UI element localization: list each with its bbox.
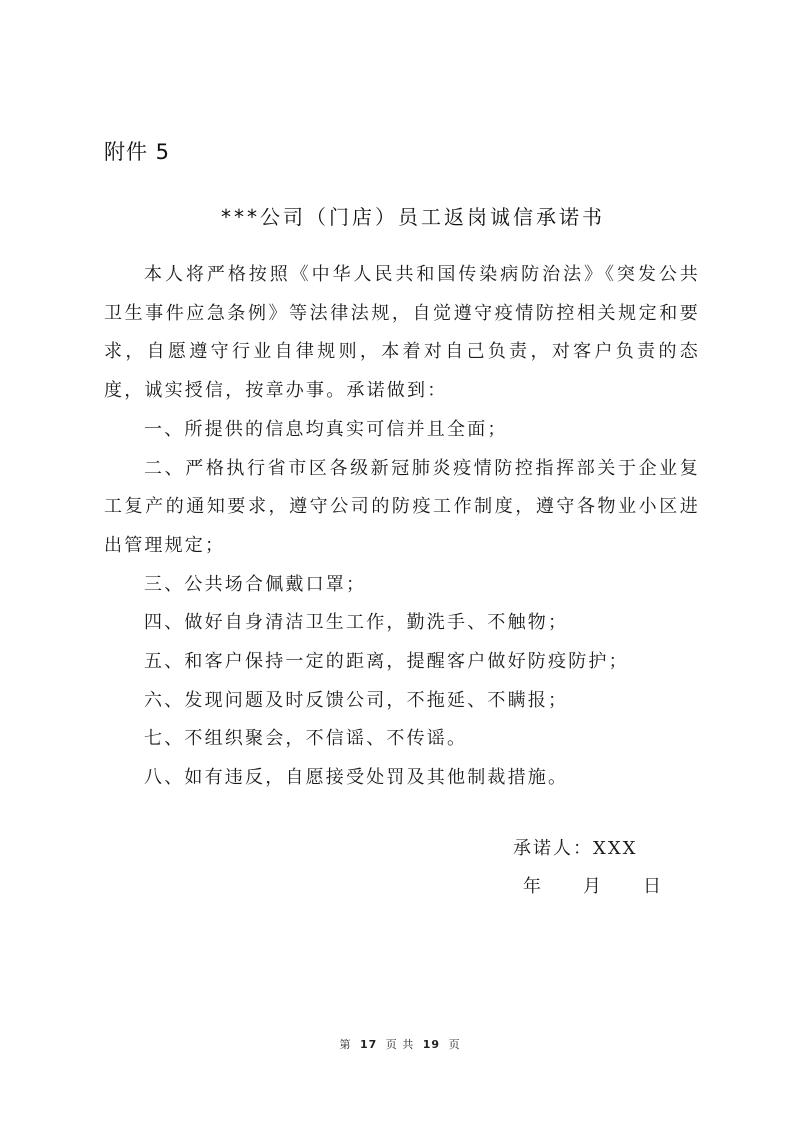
pledge-item-1: 一、所提供的信息均真实可信并且全面； bbox=[144, 418, 508, 440]
month-label: 月 bbox=[583, 876, 603, 897]
signature-block bbox=[513, 830, 663, 906]
footer-prefix: 第 bbox=[339, 1038, 352, 1051]
pledge-item-5: 五、和客户保持一定的距离，提醒客户做好防疫防护； bbox=[144, 651, 629, 673]
pledge-item-7: 七、不组织聚会，不信谣、不传谣。 bbox=[144, 728, 468, 750]
day-label: 日 bbox=[643, 876, 663, 897]
pledge-item-4: 四、做好自身清洁卫生工作，勤洗手、不触物； bbox=[144, 612, 569, 634]
document-title: ***公司（门店）员工返岗诚信承诺书 bbox=[221, 205, 605, 229]
current-page-number: 17 bbox=[359, 1038, 378, 1051]
document-body bbox=[104, 256, 700, 798]
footer-middle: 页 共 bbox=[385, 1038, 415, 1051]
pledge-item-3: 三、公共场合佩戴口罩； bbox=[144, 573, 367, 595]
attachment-label: 附件 5 bbox=[104, 140, 171, 164]
pledge-item-6: 六、发现问题及时反馈公司，不拖延、不瞒报； bbox=[144, 689, 569, 711]
year-label: 年 bbox=[523, 876, 543, 897]
page-footer bbox=[0, 1036, 800, 1052]
date-line bbox=[523, 868, 663, 906]
intro-paragraph: 本人将严格按照《中华人民共和国传染病防治法》《突发公共卫生事件应急条例》等法律法规，自觉遵守疫情防控相关规定和要求，自愿遵守行业自律规则，本着对自己负责，对客户负责的态度，诚实授信，按章办事。承诺做到： bbox=[104, 264, 700, 402]
pledge-item-8: 八、如有违反，自愿接受处罚及其他制裁措施。 bbox=[144, 767, 569, 789]
pledge-item-2: 二、严格执行省市区各级新冠肺炎疫情防控指挥部关于企业复工复产的通知要求，遵守公司的防疫工作制度，遵守各物业小区进出管理规定； bbox=[104, 457, 700, 556]
signer-label: 承诺人：XXX bbox=[513, 838, 638, 859]
total-pages-number: 19 bbox=[422, 1038, 441, 1051]
footer-suffix: 页 bbox=[448, 1038, 461, 1051]
